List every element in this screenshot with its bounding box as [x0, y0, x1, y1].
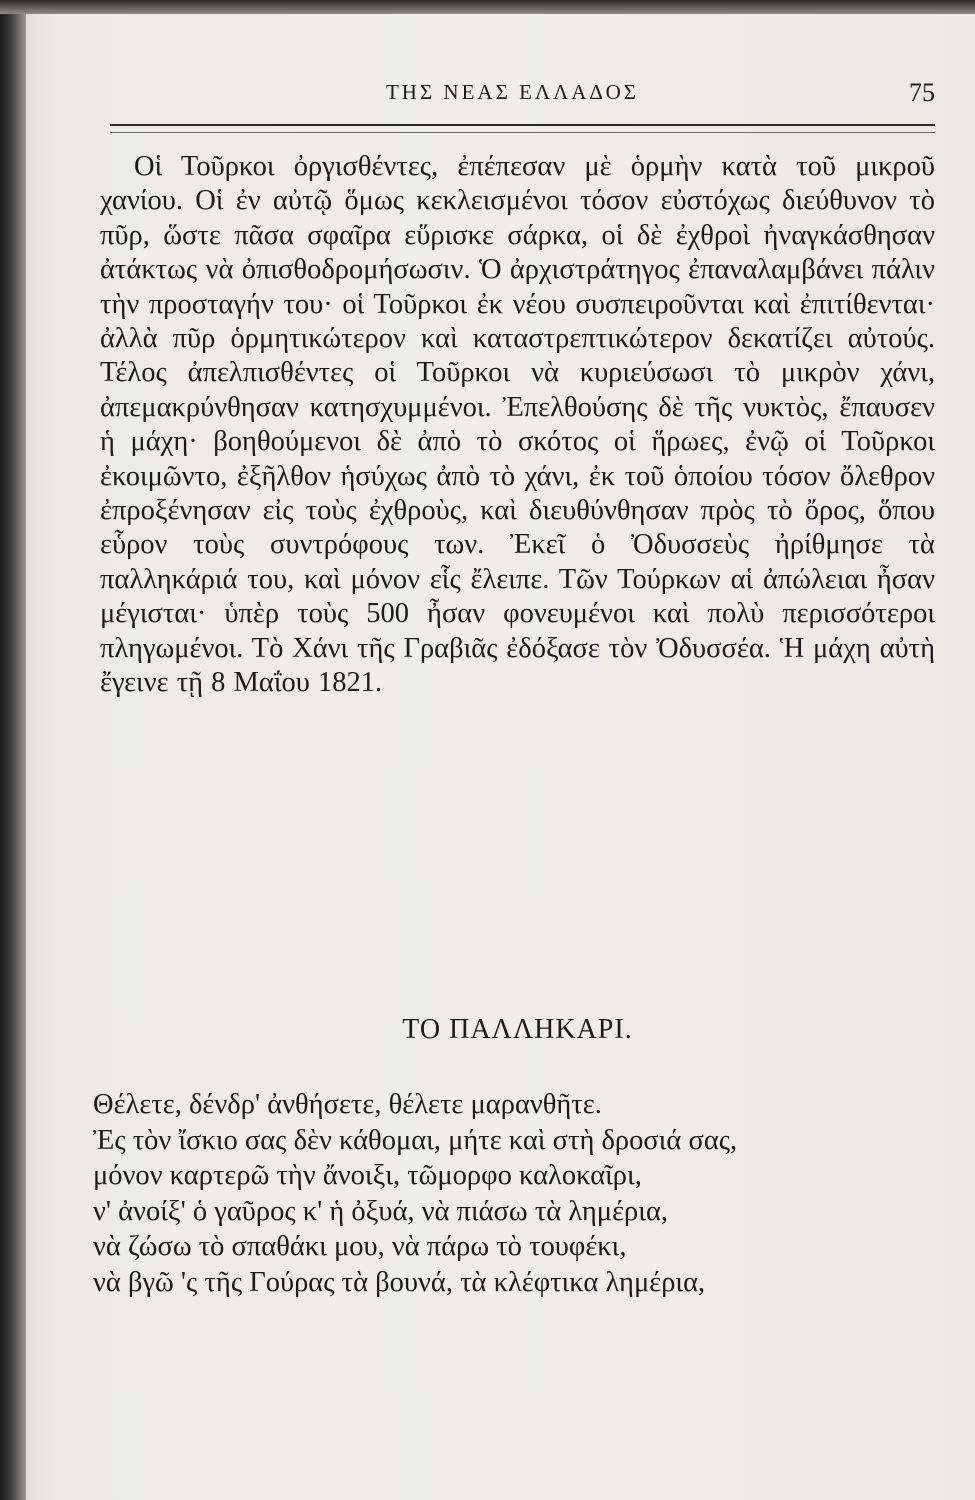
body-paragraph: Οἱ Τοῦρκοι ὀργισθέντες, ἐπέπεσαν μὲ ὁρμὴν κατὰ τοῦ μικροῦ χανίου. Οἱ ἐν αὐτῷ ὅμως κεκλεισμένοι τόσον εὐστόχως διεύθυνον τὸ πῦρ, ὥστε πᾶσα σφαῖρα εὕρισκε σάρκα, οἱ δὲ ἐχθροὶ ἠναγκάσθησαν ἀτάκτως νὰ ὀπισθοδρομήσωσιν. Ὁ ἀρχιστράτηγος ἐπαναλαμβάνει πάλιν τὴν προσταγήν του· οἱ Τοῦρκοι ἐκ νέου συσπειροῦνται καὶ ἐπιτίθενται· ἀλλὰ πῦρ ὁρμητικώτερον καὶ καταστρεπτικώτερον δεκατίζει αὐτούς. Τέλος ἀπελπισθέντες οἱ Τοῦρκοι νὰ κυριεύσωσι τὸ μικρὸν χάνι, ἀπεμακρύνθησαν κατησχυμμένοι. Ἐπελθούσης δὲ τῆς νυκτὸς, ἔπαυσεν ἡ μάχη· βοηθούμενοι δὲ ἀπὸ τὸ σκότος οἱ ἥρωες, ἐνῷ οἱ Τοῦρκοι ἐκοιμῶντο, ἐξῆλθον ἡσύχως ἀπὸ τὸ χάνι, ἐκ τοῦ ὁποίου τόσον ὄλεθρον ἐπροξένησαν εἰς τοὺς ἐχθροὺς, καὶ διευθύνθησαν πρὸς τὸ ὄρος, ὅπου εὗρον τοὺς συντρόφους των. Ἐκεῖ ὁ Ὀδυσσεὺς ἠρίθμησε τὰ παλληκάριά του, καὶ μόνον εἷς ἔλειπε. Τῶν Τούρκων αἱ ἀπώλειαι ἦσαν μέγισται· ὑπὲρ τοὺς 500 ἦσαν φονευμένοι καὶ πολὺ περισσότεροι πληγωμένοι. Τὸ Χάνι τῆς Γραβιᾶς ἐδόξασε τὸν Ὀδυσσέα. Ἡ μάχη αὐτὴ ἔγεινε τῇ 8 Μαΐου 1821. [100, 151, 935, 699]
poem-line: ν' ἀνοίξ' ὁ γαῦρος κ' ἡ ὀξυά, νὰ πιάσω τὰ λημέρια, [93, 1195, 668, 1227]
poem-line: Ἐς τὸν ἴσκιο σας δὲν κάθομαι, μήτε καὶ στὴ δροσιά σας, [93, 1124, 738, 1156]
section-title: ΤΟ ΠΑΛΛΗΚΑΡΙ. [402, 1014, 633, 1045]
page-number: 75 [909, 78, 935, 107]
page-shadow-top [0, 0, 975, 14]
running-title: ΤΗΣ ΝΕΑΣ ΕΛΛΑΔΟΣ [385, 80, 640, 104]
poem-line: Θέλετε, δένδρ' ἀνθήσετε, θέλετε μαρανθῆτε. [93, 1089, 602, 1120]
poem-line: νὰ βγῶ 'ς τῆς Γούρας τὰ βουνά, τὰ κλέφτικα λημέρια, [93, 1266, 706, 1298]
poem [93, 1087, 938, 1300]
poem-line: νὰ ζώσω τὸ σπαθάκι μου, νὰ πάρω τὸ τουφέκι, [93, 1231, 627, 1262]
page-shadow-left [0, 0, 26, 1500]
page-header [90, 78, 935, 112]
poem-line: μόνον καρτερῶ τὴν ἄνοιξι, τῶμορφο καλοκαῖρι, [93, 1160, 642, 1191]
header-rule [110, 124, 935, 133]
